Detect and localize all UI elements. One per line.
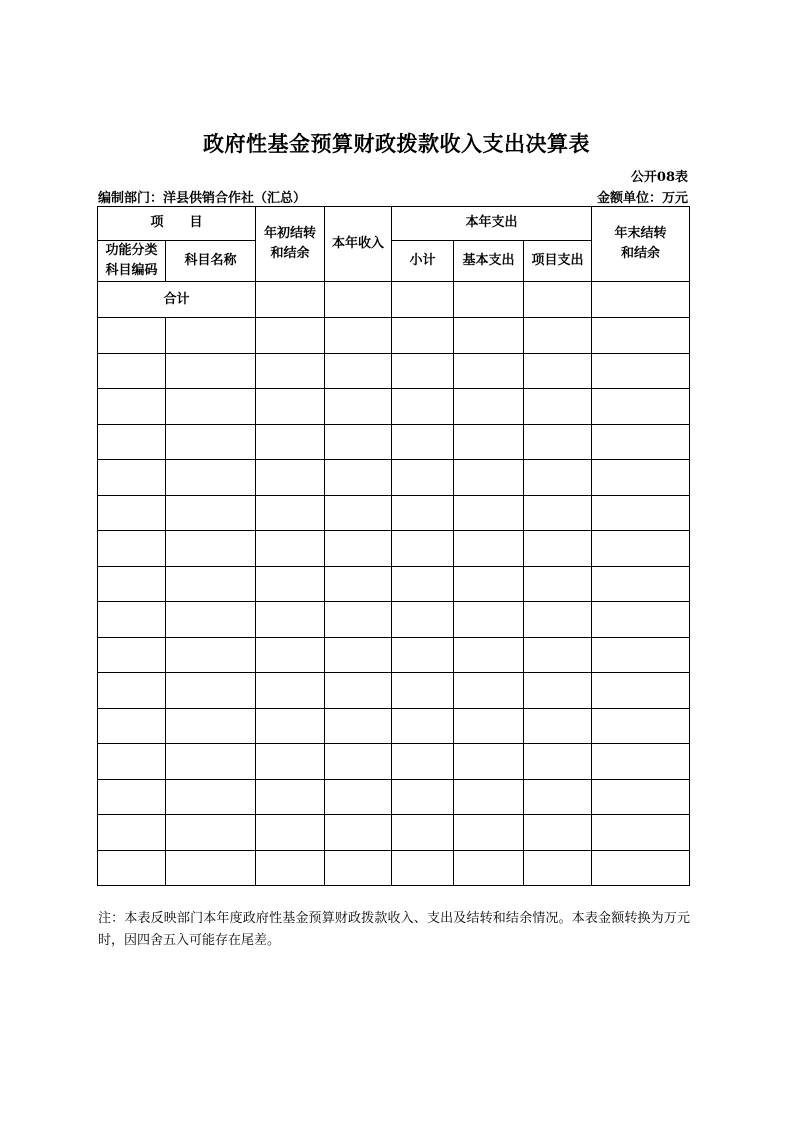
table-row [98, 673, 690, 709]
table-cell [592, 744, 690, 780]
table-cell [592, 531, 690, 567]
table-cell [454, 744, 524, 780]
table-cell [325, 353, 392, 389]
table-cell [98, 815, 166, 851]
prepared-by: 编制部门：洋县供销合作社（汇总） [98, 191, 307, 206]
table-cell [166, 531, 256, 567]
table-cell [325, 815, 392, 851]
table-cell [256, 744, 325, 780]
table-cell [524, 815, 592, 851]
table-cell [256, 566, 325, 602]
table-cell [392, 673, 454, 709]
table-cell [392, 389, 454, 425]
table-cell [256, 602, 325, 638]
table-cell [325, 424, 392, 460]
table-cell [592, 353, 690, 389]
table-cell [325, 389, 392, 425]
table-row [98, 566, 690, 602]
table-cell [256, 318, 325, 354]
table-row [98, 495, 690, 531]
table-cell [392, 708, 454, 744]
table-cell [592, 424, 690, 460]
table-cell [166, 673, 256, 709]
header-basic: 基本支出 [454, 241, 524, 282]
table-cell [392, 460, 454, 496]
table-cell [325, 495, 392, 531]
table-cell [454, 566, 524, 602]
total-row [98, 282, 690, 318]
table-cell [454, 850, 524, 886]
table-cell [256, 495, 325, 531]
table-cell [166, 424, 256, 460]
table-row [98, 531, 690, 567]
table-cell [392, 815, 454, 851]
table-cell [392, 744, 454, 780]
table-cell [166, 779, 256, 815]
table-cell [256, 779, 325, 815]
table-cell [592, 495, 690, 531]
header-item: 项 目 [98, 207, 256, 241]
table-cell [166, 353, 256, 389]
header-begin-balance: 年初结转和结余 [256, 207, 325, 282]
table-cell [592, 389, 690, 425]
table-cell [524, 495, 592, 531]
header-code: 功能分类科目编码 [98, 241, 166, 282]
table-cell [166, 744, 256, 780]
total-cell [325, 282, 392, 318]
table-cell [325, 850, 392, 886]
table-cell [392, 850, 454, 886]
table-cell [592, 815, 690, 851]
table-cell [392, 495, 454, 531]
table-cell [454, 602, 524, 638]
amount-unit: 金额单位：万元 [596, 191, 688, 206]
total-cell [524, 282, 592, 318]
table-cell [454, 460, 524, 496]
table-row [98, 353, 690, 389]
table-cell [454, 815, 524, 851]
table-cell [524, 744, 592, 780]
table-cell [592, 602, 690, 638]
table-cell [166, 850, 256, 886]
table-cell [454, 318, 524, 354]
table-cell [256, 637, 325, 673]
table-cell [166, 637, 256, 673]
table-cell [325, 566, 392, 602]
header-project: 项目支出 [524, 241, 592, 282]
table-row [98, 318, 690, 354]
table-cell [98, 779, 166, 815]
table-cell [166, 602, 256, 638]
table-cell [166, 460, 256, 496]
table-cell [325, 602, 392, 638]
table-cell [256, 531, 325, 567]
table-cell [454, 389, 524, 425]
table-cell [98, 566, 166, 602]
table-cell [592, 637, 690, 673]
header-income: 本年收入 [325, 207, 392, 282]
table-cell [392, 779, 454, 815]
table-cell [454, 424, 524, 460]
table-cell [166, 566, 256, 602]
table-cell [166, 495, 256, 531]
table-cell [256, 673, 325, 709]
table-row [98, 815, 690, 851]
table-cell [98, 318, 166, 354]
table-cell [454, 353, 524, 389]
table-cell [592, 318, 690, 354]
table-cell [454, 779, 524, 815]
table-cell [392, 353, 454, 389]
total-cell [454, 282, 524, 318]
header-subtotal: 小计 [392, 241, 454, 282]
table-cell [454, 637, 524, 673]
table-cell [325, 779, 392, 815]
total-cell [256, 282, 325, 318]
table-cell [592, 673, 690, 709]
table-cell [524, 318, 592, 354]
table-row [98, 850, 690, 886]
table-cell [524, 708, 592, 744]
form-number: 公开08表 [630, 170, 688, 185]
table-cell [454, 531, 524, 567]
table-cell [592, 460, 690, 496]
table-row [98, 637, 690, 673]
table-cell [592, 779, 690, 815]
table-cell [256, 424, 325, 460]
table-cell [325, 460, 392, 496]
table-cell [392, 531, 454, 567]
table-cell [98, 389, 166, 425]
table-cell [524, 566, 592, 602]
table-row [98, 602, 690, 638]
table-cell [166, 318, 256, 354]
table-cell [98, 708, 166, 744]
table-cell [524, 460, 592, 496]
table-cell [592, 566, 690, 602]
table-cell [392, 602, 454, 638]
table-cell [454, 673, 524, 709]
table-cell [98, 460, 166, 496]
table-cell [392, 318, 454, 354]
table-row [98, 424, 690, 460]
total-cell [592, 282, 690, 318]
table-cell [325, 637, 392, 673]
header-expenditure: 本年支出 [392, 207, 592, 241]
table-cell [98, 637, 166, 673]
header-end-balance: 年末结转和结余 [592, 207, 690, 282]
table-cell [256, 389, 325, 425]
table-cell [166, 815, 256, 851]
table-cell [98, 602, 166, 638]
table-cell [256, 815, 325, 851]
table-cell [256, 708, 325, 744]
table-cell [592, 708, 690, 744]
table-cell [592, 850, 690, 886]
table-cell [392, 637, 454, 673]
budget-table [97, 206, 690, 886]
table-cell [325, 744, 392, 780]
table-cell [98, 531, 166, 567]
table-cell [256, 460, 325, 496]
table-cell [98, 495, 166, 531]
page-title: 政府性基金预算财政拨款收入支出决算表 [203, 131, 590, 156]
total-label: 合计 [98, 282, 256, 318]
table-cell [524, 637, 592, 673]
table-cell [166, 708, 256, 744]
table-cell [524, 389, 592, 425]
table-cell [392, 566, 454, 602]
table-cell [325, 531, 392, 567]
table-cell [454, 495, 524, 531]
table-cell [524, 602, 592, 638]
table-cell [98, 673, 166, 709]
table-cell [524, 353, 592, 389]
table-row [98, 744, 690, 780]
table-cell [98, 850, 166, 886]
table-cell [256, 850, 325, 886]
table-row [98, 779, 690, 815]
table-cell [325, 673, 392, 709]
table-row [98, 389, 690, 425]
table-row [98, 460, 690, 496]
table-cell [325, 318, 392, 354]
table-cell [98, 424, 166, 460]
table-cell [454, 708, 524, 744]
footnote: 注：本表反映部门本年度政府性基金预算财政拨款收入、支出及结转和结余情况。本表金额转换为万元时，因四舍五入可能存在尾差。 [98, 911, 690, 948]
table-cell [524, 850, 592, 886]
table-cell [524, 779, 592, 815]
header-name: 科目名称 [166, 241, 256, 282]
table-cell [256, 353, 325, 389]
total-cell [392, 282, 454, 318]
table-row [98, 708, 690, 744]
table-cell [166, 389, 256, 425]
table-cell [524, 531, 592, 567]
table-cell [392, 424, 454, 460]
table-cell [98, 353, 166, 389]
table-cell [524, 673, 592, 709]
table-cell [524, 424, 592, 460]
table-cell [325, 708, 392, 744]
table-cell [98, 744, 166, 780]
